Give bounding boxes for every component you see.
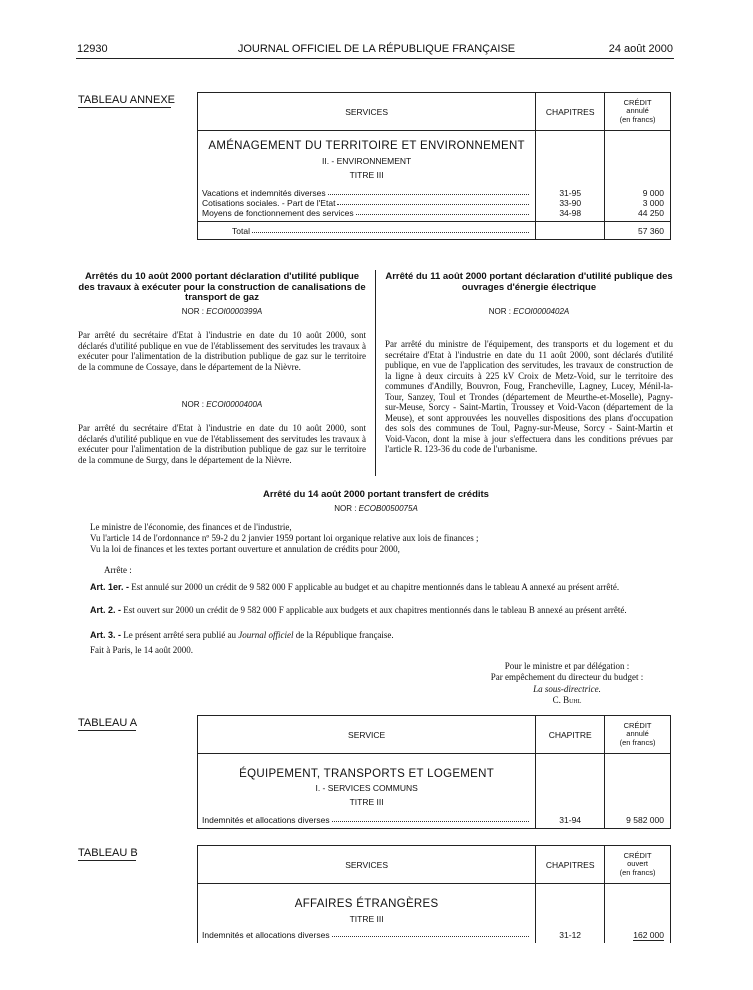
- annex-chapters: 31-95 33-90 34-98: [536, 131, 605, 222]
- arrete-line-1: Le ministre de l'économie, des finances et de l'industrie,: [90, 522, 292, 532]
- section-title: AMÉNAGEMENT DU TERRITOIRE ET ENVIRONNEMENT: [208, 140, 525, 152]
- arrete-line-3: Vu la loi de finances et les textes portant ouverture et annulation de crédits pour 2000,: [90, 544, 400, 554]
- annex-row-label: Cotisations sociales. - Part de l'Etat: [202, 198, 531, 208]
- section-subtitle: II. - ENVIRONNEMENT: [321, 156, 412, 166]
- signature-line-3: La sous-directrice.: [533, 684, 601, 694]
- section-subtitle: I. - SERVICES COMMUNS: [315, 783, 418, 793]
- annex-table: [197, 92, 671, 240]
- tableau-b: [197, 845, 671, 943]
- annex-row-label: Vacations et indemnités diverses: [202, 188, 531, 198]
- article-2: Art. 2. - Est ouvert sur 2000 un crédit de 9 582 000 F applicable aux budgets et aux chapitres mentionnés dans le tableau B annexé au présent arrêté.: [90, 605, 627, 615]
- section-titre: TITRE III: [349, 170, 384, 180]
- right-heading: Arrêté du 11 août 2000 portant déclaration d'utilité publique des ouvrages d'énergie électrique: [385, 271, 673, 293]
- right-paragraph: Par arrêté du ministre de l'équipement, des transports et du logement et du secrétaire d'Etat à l'industrie en date du 11 août 2000, sont déclarés d'utilité publique, en vue de l'application des servitudes, les travaux de construction de la ligne à deux circuits à 225 kV Croix de Metz-Void, sur le territoire des communes d'Andilly, Bouvron, Foug, Francheville, Lagney, Lucey, Ménil-la-Tour, Sanzey, Toul et Trondes (département de Meurthe-et-Moselle), Pagny-sur-Meuse, Sorcy - Saint-Martin, Troussey et Void-Vacon (département de la Meuse), et sont approuvées les nouvelles dispositions des plans d'occupation des sols des communes de Toul, Pagny-sur-Meuse, Sorcy - Saint-Martin et Void-Vacon, dont la mise à jour s'effectuera dans les conditions prévues par l'article R. 123-36 du code de l'urbanisme.: [385, 339, 673, 454]
- section-titre: TITRE III: [349, 797, 384, 807]
- col-service: SERVICE: [198, 716, 536, 754]
- annex-total-label: Total: [198, 222, 536, 240]
- annex-row-label: Moyens de fonctionnement des services: [202, 208, 531, 218]
- arrete-heading: Arrêté du 14 août 2000 portant transfert de crédits: [263, 489, 489, 500]
- tableau-b-label: TABLEAU B: [78, 847, 138, 859]
- right-nor: NOR : ECOI0000402A: [488, 307, 570, 316]
- col-credit: CRÉDIT annulé (en francs): [605, 716, 671, 754]
- tableau-b-chapter: 31-12: [536, 884, 605, 944]
- left-heading: Arrêtés du 10 août 2000 portant déclaration d'utilité publique des travaux à exécuter pour la construction de canalisations de transport de gaz: [78, 271, 366, 303]
- column-divider: [375, 270, 376, 476]
- signature-line-2: Par empêchement du directeur du budget :: [490, 672, 644, 682]
- section-title: ÉQUIPEMENT, TRANSPORTS ET LOGEMENT: [239, 768, 495, 780]
- arrete-line-2: Vu l'article 14 de l'ordonnance nº 59-2 du 2 janvier 1959 portant loi organique relative aux lois de finances ;: [90, 533, 479, 543]
- page-date: 24 août 2000: [608, 43, 673, 55]
- signature-line-1: Pour le ministre et par délégation :: [504, 661, 630, 671]
- page-number: 12930: [77, 43, 108, 55]
- tableau-a: [197, 715, 671, 829]
- arrete-nor: NOR : ECOB0050075A: [334, 504, 418, 513]
- left-paragraph-2: Par arrêté du secrétaire d'Etat à l'industrie en date du 10 août 2000, sont déclarés d'utilité publique en vue de l'établissement des servitudes les travaux à exécuter pour l'alimentation de la distribution publique de gaz sur le territoire de la commune de Surgy, dans le département de la Nièvre.: [78, 423, 366, 465]
- article-1: Art. 1er. - Est annulé sur 2000 un crédit de 9 582 000 F applicable au budget et au chapitre mentionnés dans le tableau A annexé au présent arrêté.: [90, 582, 620, 592]
- left-paragraph-1: Par arrêté du secrétaire d'Etat à l'industrie en date du 10 août 2000, sont déclarés d'utilité publique en vue de l'établissement des servitudes les travaux à exécuter pour l'alimentation de la distribution publique de gaz sur le territoire de la commune de Cossaye, dans le département de la Nièvre.: [78, 330, 366, 372]
- col-services: SERVICES: [198, 846, 536, 884]
- tableau-a-section: [198, 754, 536, 829]
- tableau-b-section: [198, 884, 536, 944]
- tableau-b-row-label: Indemnités et allocations diverses: [202, 930, 531, 940]
- left-nor-1: NOR : ECOI0000399A: [181, 307, 263, 316]
- annex-amounts: 9 000 3 000 44 250: [605, 131, 671, 222]
- tableau-a-row-label: Indemnités et allocations diverses: [202, 815, 531, 825]
- arrete-word: Arrête :: [104, 565, 132, 575]
- journal-title: JOURNAL OFFICIEL DE LA RÉPUBLIQUE FRANÇAISE: [237, 43, 516, 55]
- tableau-b-amount: 162 000: [605, 884, 671, 944]
- annex-section: [198, 131, 536, 222]
- col-chapitres: CHAPITRES: [536, 846, 605, 884]
- tableau-a-label: TABLEAU A: [78, 717, 138, 729]
- col-credit: CRÉDIT annulé (en francs): [605, 93, 671, 131]
- annex-total-amount: 57 360: [605, 222, 671, 240]
- annex-label: TABLEAU ANNEXE: [78, 94, 175, 106]
- section-titre: TITRE III: [349, 914, 384, 924]
- article-3: Art. 3. - Le présent arrêté sera publié au Journal officiel de la République française.: [90, 630, 394, 640]
- col-credit: CRÉDIT ouvert (en francs): [605, 846, 671, 884]
- left-nor-2: NOR : ECOI0000400A: [181, 400, 263, 409]
- col-services: SERVICES: [198, 93, 536, 131]
- fait-a-paris: Fait à Paris, le 14 août 2000.: [90, 645, 193, 655]
- header-rule: [76, 58, 674, 59]
- tableau-a-amount: 9 582 000: [605, 754, 671, 829]
- col-chapitre: CHAPITRE: [536, 716, 605, 754]
- col-chapitres: CHAPITRES: [536, 93, 605, 131]
- signature-name: C. Buhl: [552, 695, 582, 705]
- section-title: AFFAIRES ÉTRANGÈRES: [294, 898, 439, 910]
- tableau-a-chapter: 31-94: [536, 754, 605, 829]
